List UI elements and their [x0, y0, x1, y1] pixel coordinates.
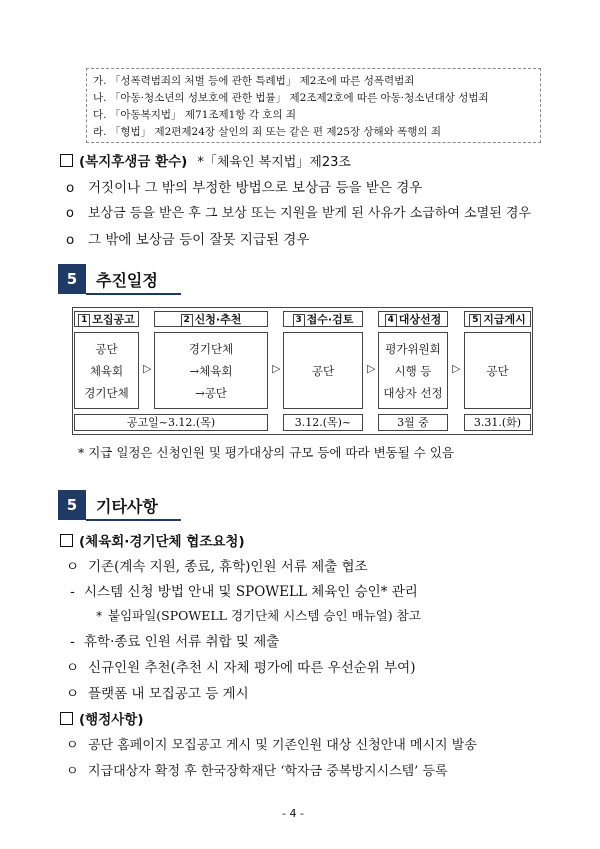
bullet: ㅇ	[66, 686, 80, 702]
step-body-line: 평가위원회	[385, 341, 441, 356]
cooperation-text: 기존(계속 지원, 종료, 휴학)인원 서류 제출 협조	[88, 559, 368, 575]
step-header	[464, 311, 531, 327]
circle-bullet-icon: o	[66, 206, 74, 221]
refund-header-label: (복지후생금 환수)	[79, 154, 188, 170]
step-number: 1	[78, 314, 90, 327]
section-number: 5	[58, 264, 86, 294]
step-body-line: →체육회	[189, 363, 233, 378]
crime-item: 가. 「성폭력범죄의 처벌 등에 관한 특례법」 제2조에 따른 성폭력범죄	[93, 75, 415, 87]
step-number: 5	[469, 314, 481, 327]
admin-text: 공단 홈페이지 모집공고 게시 및 기존인원 대상 신청안내 메시지 발송	[88, 738, 477, 753]
step-header	[378, 311, 448, 327]
step-body	[283, 332, 363, 409]
step-body-line: 시행 등	[394, 363, 432, 378]
section-number: 5	[58, 490, 86, 520]
admin-item	[66, 760, 448, 779]
cooperation-item	[70, 630, 279, 650]
step-header	[74, 311, 139, 327]
cooperation-text: 플랫폼 내 모집공고 등 게시	[88, 686, 249, 702]
section-underline	[86, 519, 181, 521]
admin-header	[60, 708, 144, 728]
circle-bullet-icon: o	[66, 180, 75, 196]
bullet: ㅇ	[66, 660, 80, 676]
step-label: 모집공고	[92, 313, 135, 326]
step-body-line: 대상자 선정	[383, 385, 443, 400]
cooperation-text: 붙임파일(SPOWELL 경기단체 시스템 승인 매뉴얼) 참고	[108, 608, 421, 623]
cooperation-item	[70, 580, 418, 600]
step-body	[464, 332, 531, 409]
schedule-note: * 지급 일정은 신청인원 및 평가대상의 규모 등에 따라 변동될 수 있음	[78, 445, 454, 460]
refund-note: *「체육인 복지법」제23조	[197, 155, 351, 170]
step-label: 신청·추천	[194, 313, 242, 326]
bullet: -	[70, 634, 75, 650]
crime-item: 다. 「아동복지법」 제71조제1항 각 호의 죄	[93, 109, 297, 121]
checkbox-square-icon	[60, 534, 73, 547]
crime-item: 나. 「아동·청소년의 성보호에 관한 법률」 제2조제2호에 따른 아동·청소년대상 성범죄	[93, 92, 489, 104]
step-body-line: 경기단체	[84, 385, 129, 400]
cooperation-item	[66, 555, 368, 575]
admin-item	[66, 734, 477, 753]
step-label: 접수·검토	[306, 313, 354, 326]
refund-item-text: 그 밖에 보상금 등이 잘못 지급된 경우	[88, 232, 310, 248]
step-label: 대상선정	[398, 313, 442, 326]
cooperation-item	[66, 682, 249, 702]
refund-item	[66, 176, 422, 196]
checkbox-square-icon	[60, 154, 73, 167]
checkbox-square-icon	[60, 712, 73, 725]
step-date: 3월 중	[378, 414, 448, 431]
step-header	[283, 311, 363, 327]
step-label: 지급게시	[483, 313, 526, 326]
step-number: 2	[181, 314, 193, 327]
arrow-right-icon: ▷	[452, 362, 461, 375]
cooperation-text: 시스템 신청 방법 안내 및 SPOWELL 체육인 승인* 관리	[84, 584, 418, 600]
refund-item-text: 거짓이나 그 밖의 부정한 방법으로 보상금 등을 받은 경우	[88, 180, 423, 196]
bullet: -	[70, 584, 75, 600]
section-title: 기타사항	[96, 497, 158, 516]
cooperation-text: 휴학·종료 인원 서류 취합 및 제출	[84, 634, 280, 650]
refund-header	[60, 150, 351, 170]
arrow-right-icon: ▷	[367, 362, 376, 375]
crime-list-box	[86, 68, 541, 143]
admin-header-label: (행정사항)	[79, 712, 144, 728]
step-number: 4	[385, 314, 397, 327]
cooperation-header	[60, 530, 245, 550]
refund-item	[66, 228, 309, 248]
bullet: ㅇ	[66, 764, 79, 779]
step-date: 3.31.(화)	[464, 414, 531, 431]
section-underline	[86, 293, 181, 295]
step-date: 3.12.(목)~	[283, 414, 363, 431]
step-body-line: 체육회	[89, 363, 124, 378]
cooperation-item	[66, 656, 415, 676]
step-body	[378, 332, 448, 409]
arrow-right-icon: ▷	[143, 362, 152, 375]
circle-bullet-icon: o	[66, 232, 75, 248]
crime-item: 라. 「형법」 제2편제24장 살인의 죄 또는 같은 편 제25장 상해와 폭행의 죄	[93, 126, 442, 138]
refund-item-text: 보상금 등을 받은 후 그 보상 또는 지원을 받게 된 사유가 소급하여 소멸된 경우	[88, 206, 532, 221]
bullet: ㅇ	[66, 559, 80, 575]
step-body	[74, 332, 139, 409]
section-title: 추진일정	[96, 271, 158, 290]
bullet: ㅇ	[66, 738, 79, 753]
admin-text: 지급대상자 확정 후 한국장학재단 ‘학자금 중복방지시스템’ 등록	[88, 764, 448, 779]
cooperation-header-label: (체육회·경기단체 협조요청)	[79, 534, 245, 550]
step-body-line: 경기단체	[188, 341, 234, 356]
step-header	[154, 311, 268, 327]
step-body-line: 공단	[486, 363, 509, 378]
step-number: 3	[293, 314, 305, 327]
step-body-line: →공단	[195, 385, 227, 400]
step-body-line: 공단	[95, 341, 118, 356]
refund-item	[66, 202, 531, 221]
page-number: - 4 -	[282, 807, 304, 820]
step-body-line: 공단	[311, 363, 335, 378]
bullet: *	[96, 608, 103, 623]
step-date: 공고일~3.12.(목)	[74, 414, 268, 431]
arrow-right-icon: ▷	[272, 362, 281, 375]
step-body	[154, 332, 268, 409]
cooperation-text: 신규인원 추천(추천 시 자체 평가에 따른 우선순위 부여)	[88, 660, 416, 676]
cooperation-item	[96, 606, 421, 624]
